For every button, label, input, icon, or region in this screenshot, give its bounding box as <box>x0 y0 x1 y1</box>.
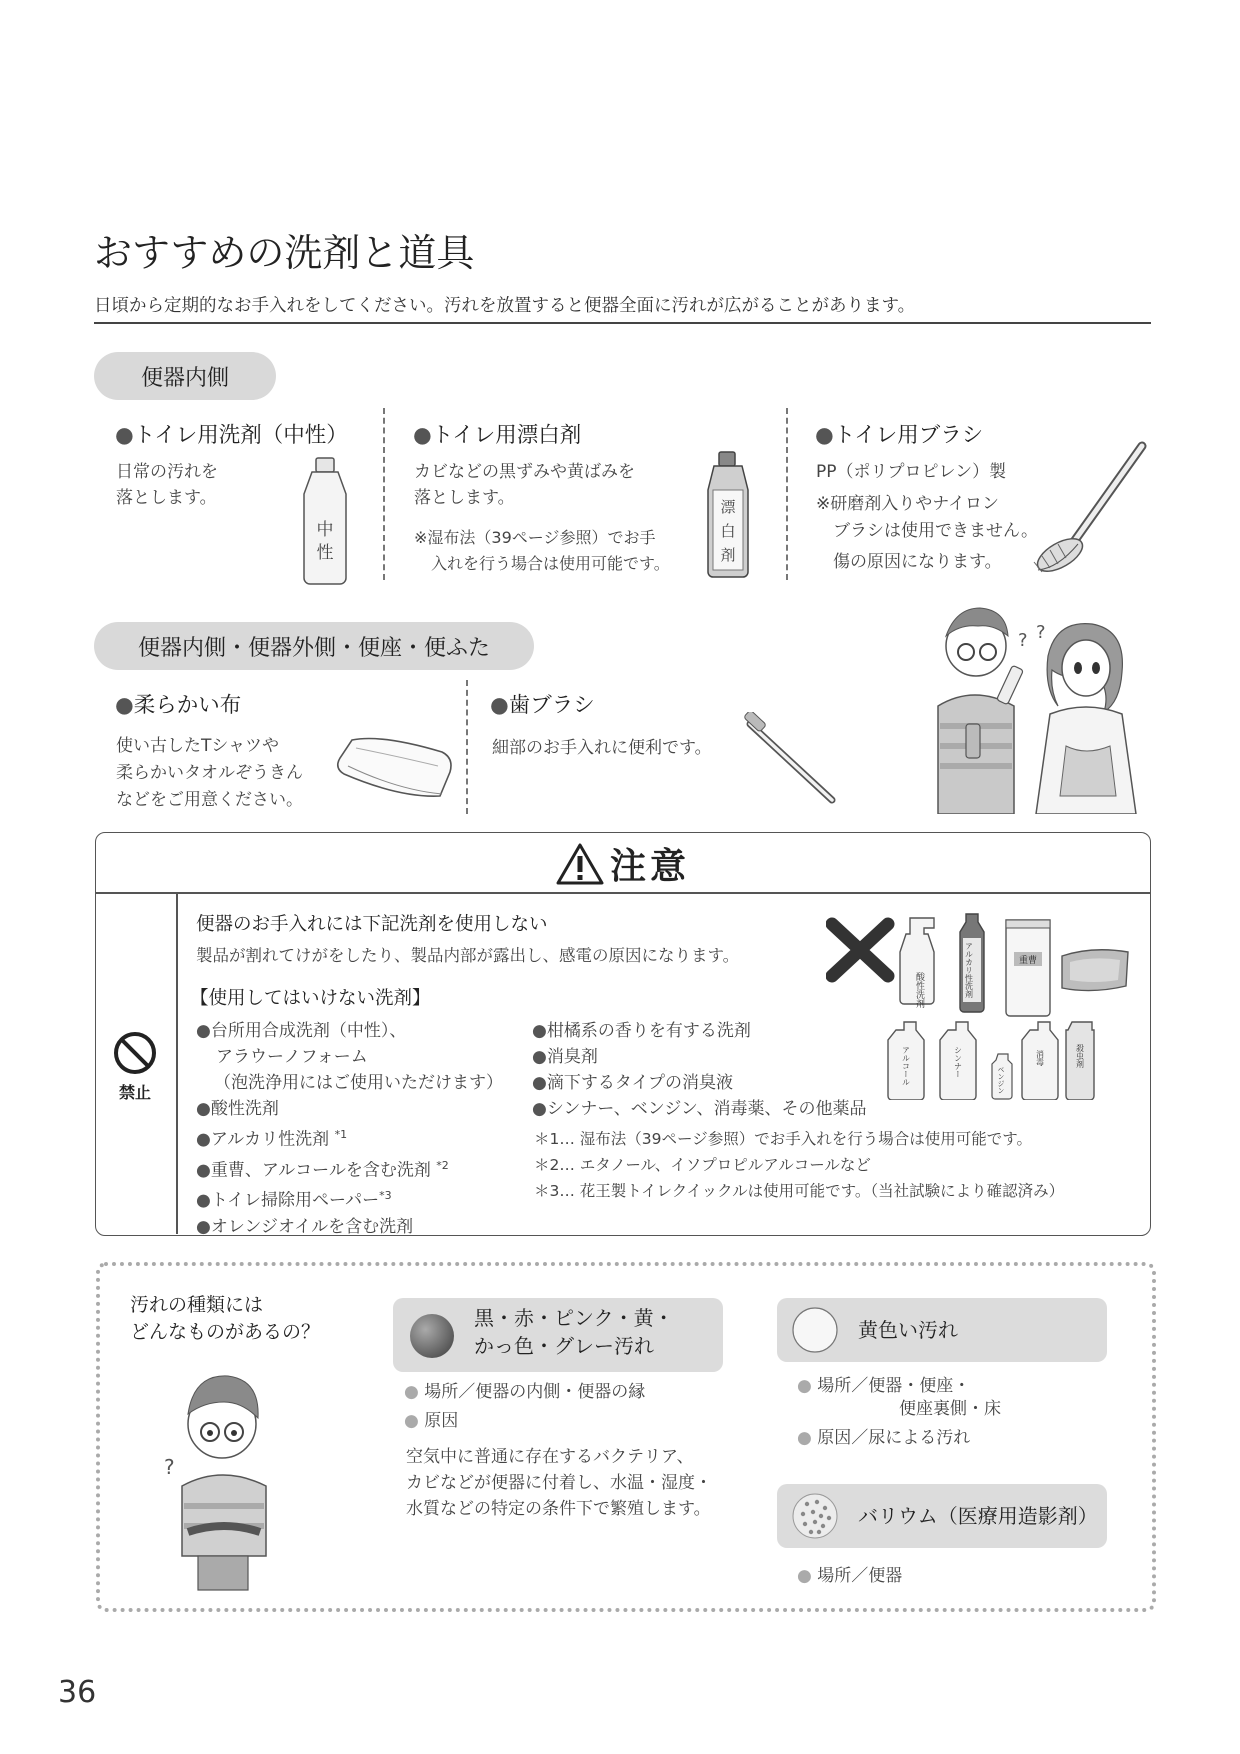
page-title: おすすめの洗剤と道具 <box>94 231 475 275</box>
thinner-label: シンナー <box>953 1046 963 1078</box>
caution-title: 注意 <box>610 846 691 887</box>
list-item: ●滴下するタイプの消臭液 <box>532 1073 733 1093</box>
caution-column-separator <box>176 893 178 1234</box>
bleach-bottle-icon <box>700 450 756 582</box>
list-item: アラウーノフォーム <box>216 1047 368 1067</box>
caution-heading: 便器のお手入れには下記洗剤を使用しない <box>196 914 548 935</box>
list-item: ●オレンジオイルを含む洗剤 <box>196 1216 414 1237</box>
item-heading-toothbrush: ●歯ブラシ <box>490 693 595 718</box>
stains-question: 汚れの種類には どんなものがあるの？ <box>130 1294 321 1343</box>
svg-text:?: ? <box>164 1455 175 1479</box>
soft-cloth-icon <box>332 726 457 806</box>
footnotes <box>534 1126 1064 1204</box>
item-text-toothbrush: 細部のお手入れに便利です。 <box>492 738 712 758</box>
section-pill-bowl-inside: 便器内側 <box>94 352 276 400</box>
banned-products-illustration <box>826 910 1136 1100</box>
barium-stain-swatch-icon <box>791 1492 839 1540</box>
divider <box>383 408 385 580</box>
item-text-neutral: 日常の汚れを 落とします。 <box>116 462 218 508</box>
list-item: ●シンナー、ベンジン、消毒薬、その他薬品 <box>532 1099 867 1119</box>
item-text-cloth: 使い古したTシャツや 柔らかいタオルぞうきん などをご用意ください。 <box>116 736 303 810</box>
alcohol-label: アルコール <box>901 1046 911 1086</box>
ban-label: 禁止 <box>118 1083 151 1102</box>
insecticide-label: 殺虫剤 <box>1075 1044 1085 1068</box>
list-item: ●トイレ掃除用ペーパー$^{*3}$ <box>196 1189 392 1211</box>
stain-card-dark-details: ● 場所／便器の内側・便器の縁 ● 原因 <box>404 1382 646 1431</box>
item-note-brush: ※研磨剤入りやナイロン ブラシは使用できません。 傷の原因になります。 <box>816 494 1039 572</box>
alkaline-label: アルカリ性洗剤 <box>964 942 974 998</box>
stain-card-barium-title: バリウム（医療用造影剤） <box>858 1504 1098 1528</box>
item-note-bleach: ※湿布法（39ページ参照）でお手 入れを行う場合は使用可能です。 <box>414 528 670 573</box>
banned-list-title: 【使用してはいけない洗剤】 <box>190 988 431 1009</box>
toilet-brush-icon <box>1030 440 1155 580</box>
spray-label: 酸性洗剤 <box>914 972 924 1008</box>
title-rule <box>94 322 1151 324</box>
cross-icon <box>832 924 888 976</box>
footnote: ＊2… エタノール、イソプロピルアルコールなど <box>534 1156 871 1174</box>
caution-reason: 製品が割れてけがをしたり、製品内部が露出し、感電の原因になります。 <box>196 946 740 965</box>
divider <box>786 408 788 580</box>
stain-card-dark-title: 黒・赤・ピンク・黄・ かっ色・グレー汚れ <box>474 1306 674 1358</box>
couple-illustration <box>918 596 1148 814</box>
divider <box>466 680 468 814</box>
page-number: 36 <box>58 1675 97 1710</box>
disinfectant-label: 消毒 <box>1035 1050 1045 1066</box>
item-heading-neutral: ●トイレ用洗剤（中性） <box>115 423 348 448</box>
toothbrush-icon <box>740 712 840 808</box>
bottle-label-chu: 中 <box>316 520 334 540</box>
intro-text: 日頃から定期的なお手入れをしてください。汚れを放置すると便器全面に汚れが広がることがあります。 <box>94 296 916 316</box>
caution-header <box>556 838 690 889</box>
svg-text:剤: 剤 <box>720 546 736 564</box>
list-item: ●アルカリ性洗剤 $^{*1}$ <box>196 1128 348 1150</box>
item-text-brush: PP（ポリプロピレン）製 <box>816 462 1007 482</box>
svg-text:白: 白 <box>720 522 736 540</box>
stain-card-barium-details: ● 場所／便器 <box>797 1566 903 1586</box>
jar-label: 重曹 <box>1018 956 1038 966</box>
banned-list-left <box>196 1018 503 1240</box>
warning-triangle-icon <box>556 842 604 886</box>
list-item: ●柑橘系の香りを有する洗剤 <box>532 1021 751 1041</box>
list-item: ●重曹、アルコールを含む洗剤 $^{*2}$ <box>196 1158 449 1181</box>
list-item: ●台所用合成洗剤（中性）、 <box>196 1021 407 1041</box>
stain-card-dark-body: 空気中に普通に存在するバクテリア、 カビなどが便器に付着し、水温・湿度・ 水質などの特定の条件下で繁殖します。 <box>406 1447 712 1519</box>
svg-text:?: ? <box>1036 622 1046 643</box>
svg-text:漂: 漂 <box>720 498 736 516</box>
dark-stain-swatch-icon <box>408 1312 456 1360</box>
bottle-label-sei: 性 <box>316 543 334 563</box>
item-heading-cloth: ●柔らかい布 <box>115 693 242 718</box>
svg-text:?: ? <box>1018 630 1028 651</box>
section-pill-all-areas: 便器内側・便器外側・便座・便ふた <box>94 622 534 670</box>
banned-list-right <box>532 1018 867 1122</box>
neutral-detergent-bottle-icon <box>290 456 360 586</box>
stain-card-yellow-title: 黄色い汚れ <box>858 1318 958 1342</box>
thinking-man-illustration <box>150 1362 290 1592</box>
yellow-stain-swatch-icon <box>791 1306 839 1354</box>
item-text-bleach: カビなどの黒ずみや黄ばみを 落とします。 <box>414 462 635 508</box>
prohibited-icon <box>112 1030 158 1076</box>
footnote: ＊3… 花王製トイレクイックルは使用可能です。（当社試験により確認済み） <box>534 1182 1065 1200</box>
list-item: ●消臭剤 <box>532 1047 598 1067</box>
benzine-label: ベンジン <box>997 1066 1005 1094</box>
item-heading-bleach: ●トイレ用漂白剤 <box>413 423 582 448</box>
stain-card-yellow-details: ● 場所／便器・便座・ 便座裏側・床 ● 原因／尿による汚れ <box>797 1376 1001 1448</box>
caution-header-separator <box>95 892 1150 894</box>
list-item: （泡洗浄用にはご使用いただけます） <box>214 1073 503 1093</box>
footnote: ＊1… 湿布法（39ページ参照）でお手入れを行う場合は使用可能です。 <box>534 1130 1032 1148</box>
list-item: ●酸性洗剤 <box>196 1099 279 1119</box>
item-heading-brush: ●トイレ用ブラシ <box>815 423 984 448</box>
